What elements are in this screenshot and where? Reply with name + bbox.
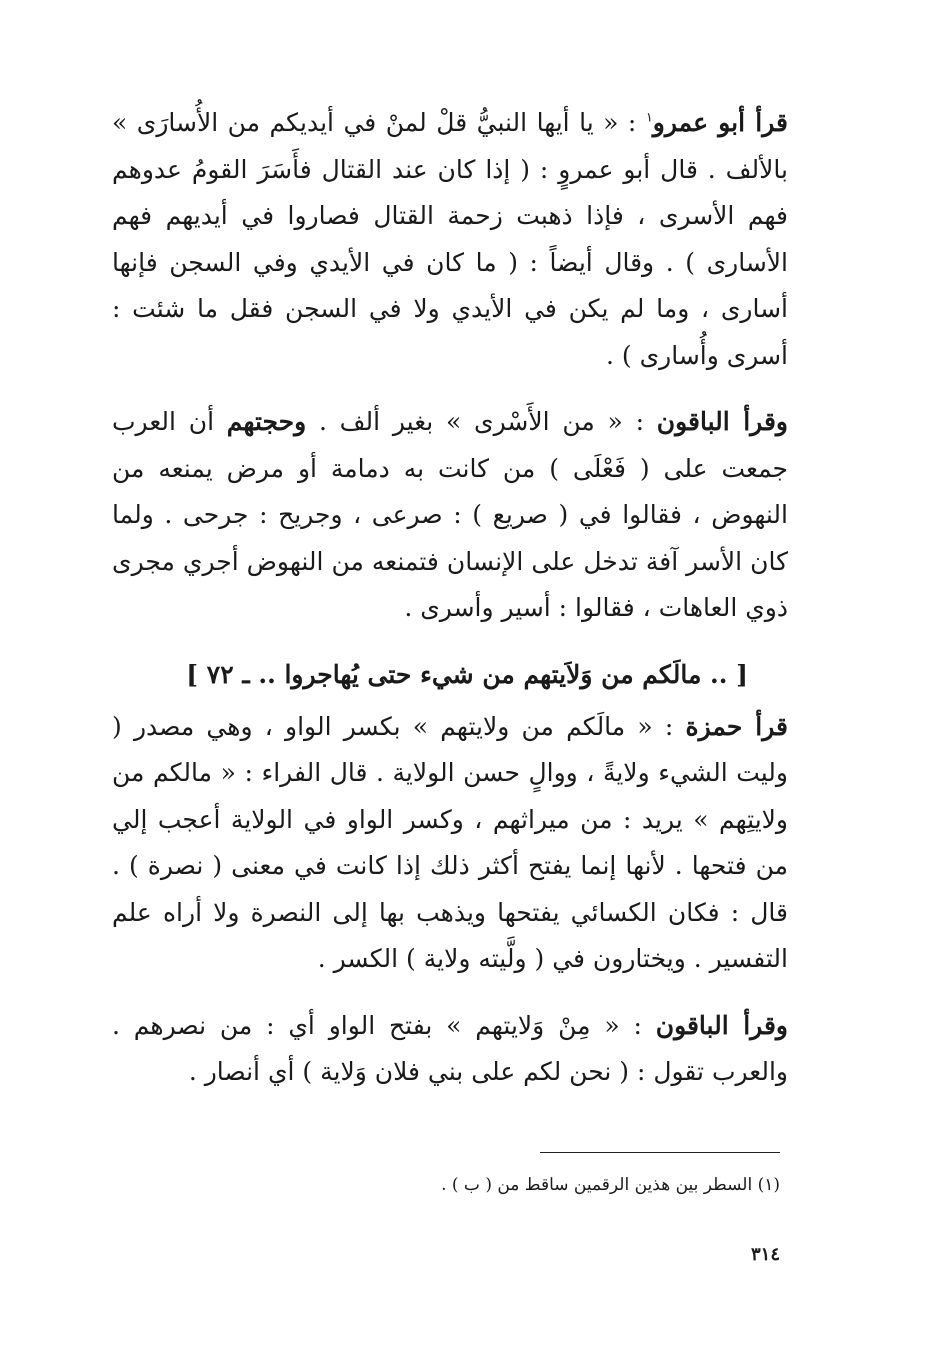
reader-others: وقرأ الباقون <box>656 407 789 436</box>
footnote-marker: ١ <box>645 110 653 126</box>
paragraph-others-1 <box>112 399 788 632</box>
reader-abu-amr: قرأ أبو عمرو <box>652 108 788 137</box>
paragraph-hamza <box>112 704 788 983</box>
argument-label: وحجتهم <box>226 407 307 436</box>
paragraph-others-2 <box>112 1003 788 1096</box>
footnote-divider <box>540 1152 780 1153</box>
page-number: ٣١٤ <box>750 1244 780 1265</box>
page-body <box>112 100 788 1116</box>
reader-others-2: وقرأ الباقون <box>655 1010 788 1040</box>
paragraph-abu-amr <box>112 100 788 379</box>
paragraph-others-1-text-b: أن العرب جمعت على ( فَعْلَى ) من كانت به دمامة أو مرض يمنعه من النهوض ، فقالوا في ( صريع ) : صرعى ، وجريح : جرحى . ولما كان الأسر آفة تدخل على الإنسان فتمنعه من النهوض أجري مجرى ذوي العاهات ، فقالوا : أسير وأسرى . <box>112 407 788 622</box>
paragraph-others-2-text: : « مِنْ وَلايتهم » بفتح الواو أي : من نصرهم . والعرب تقول : ( نحن لكم على بني فلان وَلاية ) أي أنصار . <box>112 1010 788 1086</box>
paragraph-others-1-text-a: : « من الأَسْرى » بغير ألف . <box>306 407 657 436</box>
verse-heading: [ .. مالَكم من وَلاَيتهم من شيء حتى يُهاجروا .. ـ ٧٢ ] <box>186 659 748 689</box>
paragraph-hamza-text: : « مالَكم من ولايتهم » بكسر الواو ، وهي مصدر ( وليت الشيء ولايةً ، ووالٍ حسن الولاية . قال الفراء : « مالكم من ولايتِهم » يريد : من ميراثهم ، وكسر الواو في الولاية أعجب إلي من فتحها . لأنها إنما يفتح أكثر ذلك إذا كانت في معنى ( نصرة ) . قال : فكان الكسائي يفتحها ويذهب بها إلى النصرة ولا أراه علم التفسير . ويختارون في ( ولَّيته ولاية ) الكسر . <box>112 711 788 973</box>
paragraph-abu-amr-text: : « يا أيها النبيُّ قلْ لمنْ في أيديكم من الأُسارَى » بالألف . قال أبو عمروٍ : ( إذا كان عند القتال فأَسَرَ القومُ عدوهم فهم الأسرى ، فإذا ذهبت زحمة القتال فصاروا في أيديهم فهم الأسارى ) . وقال أيضاً : ( ما كان في الأيدي وفي السجن فإنها أسارى ، وما لم يكن في الأيدي ولا في السجن فقل ما شئت : أسرى وأُسارى ) . <box>112 108 788 370</box>
footnote: (١) السطر بين هذين الرقمين ساقط من ( ب ) . <box>441 1175 780 1195</box>
reader-hamza: قرأ حمزة <box>685 711 788 741</box>
